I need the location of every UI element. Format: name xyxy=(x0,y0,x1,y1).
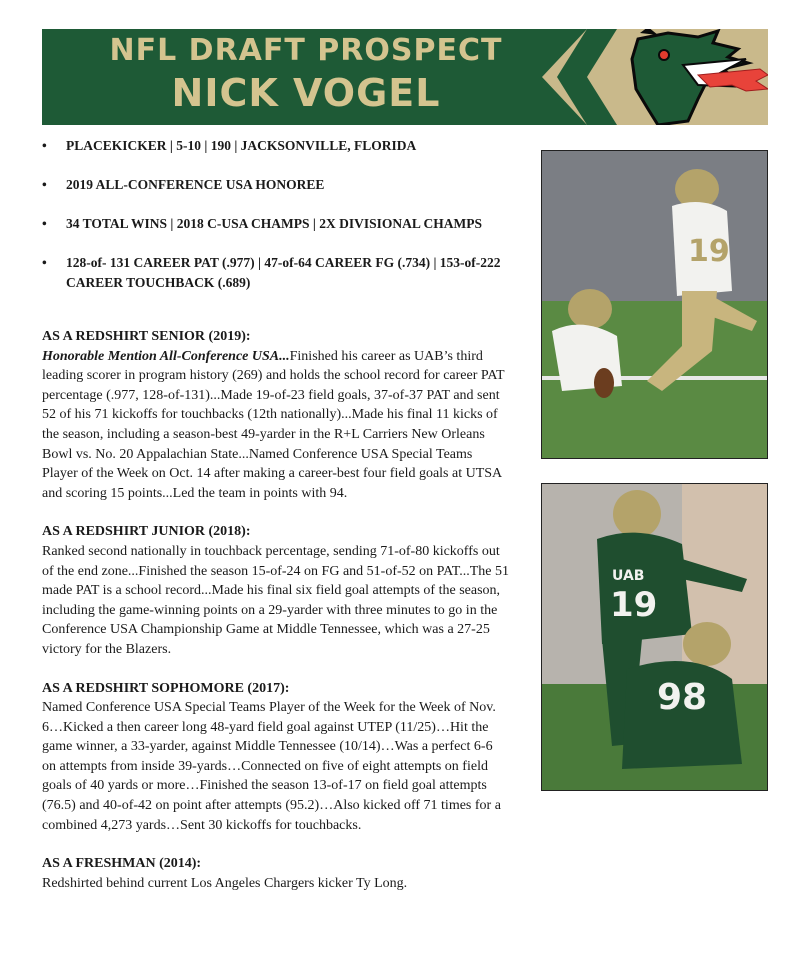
player-name: NICK VOGEL xyxy=(171,71,441,115)
highlight-bullets xyxy=(42,136,522,312)
section-heading: AS A REDSHIRT SENIOR (2019): xyxy=(42,329,251,344)
jersey-number: 19 xyxy=(610,585,658,625)
jersey-chest-text: UAB xyxy=(612,568,645,584)
blazer-dragon-logo xyxy=(628,29,768,125)
holder-jersey-number: 98 xyxy=(657,677,708,718)
header-banner xyxy=(42,29,768,125)
section-sophomore xyxy=(42,679,510,836)
bullet-item: • 2019 ALL-CONFERENCE USA HONOREE xyxy=(42,175,522,195)
bullet-item: • 34 TOTAL WINS | 2018 C-USA CHAMPS | 2X DIVISIONAL CHAMPS xyxy=(42,214,522,234)
section-body: Finished his career as UAB’s third leading scorer in program history (269) and holds the school record for career PAT percentage (.977, 128-of-131)...Made 19-of-23 field goals, 37-of-37 PAT and sent 52 of his 71 kickoffs for touchbacks (12th nationally)...Made his final 11 kicks of the season, including a season-best 49-yarder in the R+L Carriers New Orleans Bowl vs. No. 20 Appalachian State...Named Conference USA Special Teams Player of the Week on Oct. 14 after making a career-best four field goals at UTSA and scoring 15 points...Led the team in points with 94. xyxy=(42,348,505,501)
section-heading: AS A FRESHMAN (2014): xyxy=(42,856,202,872)
kicking-photo xyxy=(541,150,768,459)
bullet-item: • 128-of- 131 CAREER PAT (.977) | 47-of-64 CAREER FG (.734) | 153-of-222 CAREER TOUCHBACK (.689) xyxy=(42,253,512,293)
section-freshman xyxy=(42,854,510,893)
section-text xyxy=(42,347,510,504)
bullet-item: • PLACEKICKER | 5-10 | 190 | JACKSONVILLE, FLORIDA xyxy=(42,136,522,156)
career-sections xyxy=(42,327,510,912)
section-heading: AS A REDSHIRT JUNIOR (2018): xyxy=(42,524,251,540)
section-body: Ranked second nationally in touchback percentage, sending 71-of-80 kickoffs out of the end zone...Finished the season 15-of-24 on FG and 51-of-52 on PAT...The 51 made PAT is a school record...Made his final six field goal attempts of the season, including the game-winning points on a 29-yarder with three minutes to go in the Conference USA Championship Game at Middle Tennessee, which was a 27-25 victory for the Blazers. xyxy=(42,543,509,657)
kickoff-photo xyxy=(541,483,768,791)
kicking-photo-art xyxy=(542,151,768,459)
section-junior xyxy=(42,522,510,659)
section-lead: Honorable Mention All-Conference USA... xyxy=(42,348,290,364)
banner-title: NFL DRAFT PROSPECT xyxy=(109,33,503,68)
section-senior xyxy=(42,327,510,503)
section-body: Redshirted behind current Los Angeles Chargers kicker Ty Long. xyxy=(42,875,408,891)
section-body: Named Conference USA Special Teams Player of the Week for the Week of Nov. 6…Kicked a then career long 48-yard field goal against UTEP (11/25)…Hit the game winner, a 33-yarder, against Middle Tennessee (10/14)…Was a perfect 6-6 on attempts from inside 39-yards…Connected on five of eight attempts on field goals of 40 yards or more…Finished the season 13-of-17 on field goal attempts (76.5) and 40-of-42 on point after attempts (95.2)…Also kicked off 71 times for a combined 4,273 yards…Sent 30 kickoffs for touchbacks. xyxy=(42,700,501,833)
section-heading: AS A REDSHIRT SOPHOMORE (2017): xyxy=(42,680,290,696)
jersey-number: 19 xyxy=(688,234,730,269)
kickoff-photo-art xyxy=(542,484,768,791)
